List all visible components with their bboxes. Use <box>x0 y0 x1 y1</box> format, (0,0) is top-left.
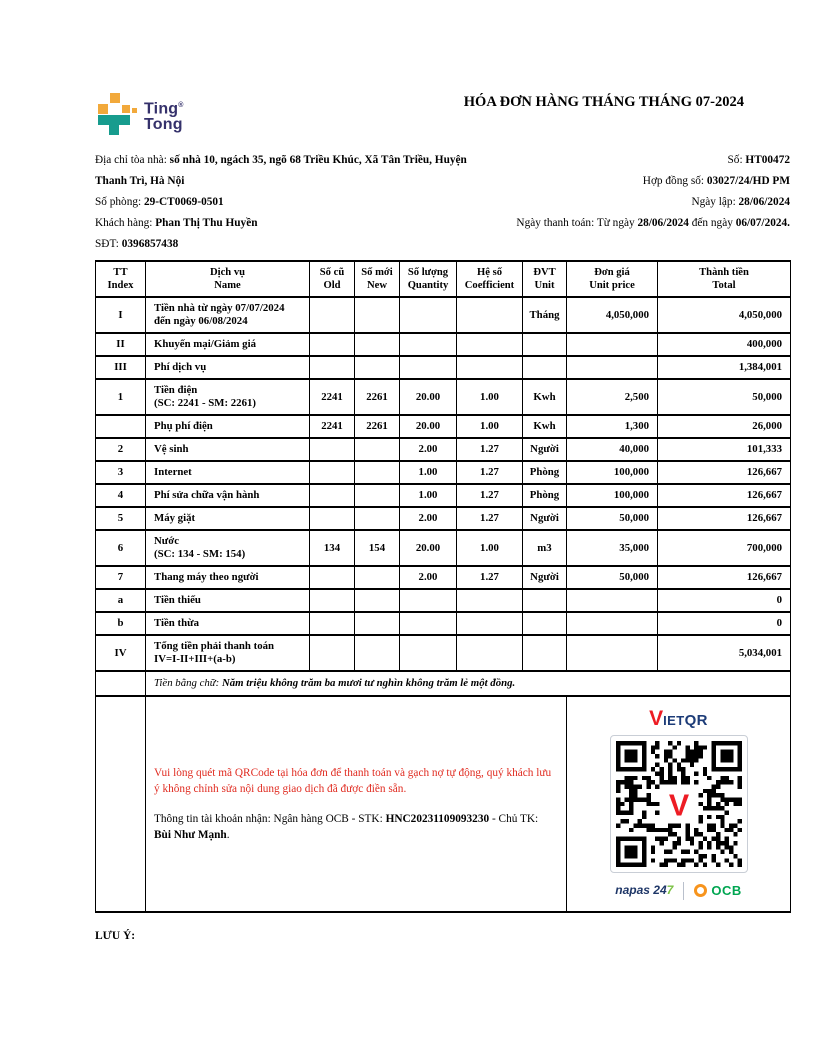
cell-name: Tiền nhà từ ngày 07/07/2024 đến ngày 06/08/2024 <box>146 297 310 333</box>
payment-period: Ngày thanh toán: Từ ngày 28/06/2024 đến ngày 06/07/2024. <box>516 217 790 229</box>
cell-unit: Kwh <box>523 379 567 415</box>
cell-old <box>310 589 355 612</box>
cell-unit: Người <box>523 566 567 589</box>
cell-unit: Tháng <box>523 297 567 333</box>
cell-qty <box>400 589 457 612</box>
cell-price: 100,000 <box>567 461 658 484</box>
invoice-title: HÓA ĐƠN HÀNG THÁNG THÁNG 07-2024 <box>463 94 744 110</box>
cell-old <box>310 356 355 379</box>
vietqr-logo: VIETQR <box>649 706 708 730</box>
cell-total: 101,333 <box>658 438 791 461</box>
cell-coef <box>457 333 523 356</box>
cell-new <box>355 333 400 356</box>
cell-old <box>310 333 355 356</box>
cell-coef <box>457 589 523 612</box>
table-row <box>96 589 791 612</box>
cell-coef: 1.00 <box>457 415 523 438</box>
empty-cell <box>96 696 146 912</box>
cell-qty <box>400 356 457 379</box>
cell-name: Tiền thừa <box>146 612 310 635</box>
cell-coef: 1.27 <box>457 484 523 507</box>
amount-in-words: Tiền bằng chữ: Năm triệu không trăm ba mươi tư nghìn không trăm lẻ một đồng. <box>146 671 791 696</box>
cell-new <box>355 635 400 671</box>
cell-coef: 1.27 <box>457 461 523 484</box>
cell-tt: 5 <box>96 507 146 530</box>
table-row <box>96 507 791 530</box>
cell-coef: 1.27 <box>457 566 523 589</box>
cell-new <box>355 612 400 635</box>
column-header-index: TT Index <box>96 261 146 297</box>
cell-unit: Người <box>523 438 567 461</box>
cell-old: 2241 <box>310 379 355 415</box>
cell-tt: 6 <box>96 530 146 566</box>
cell-tt: a <box>96 589 146 612</box>
table-row <box>96 333 791 356</box>
cell-unit <box>523 589 567 612</box>
tingtong-logo-text: Ting® Tong <box>144 100 184 133</box>
cell-price <box>567 589 658 612</box>
column-header-unit-price: Đơn giá Unit price <box>567 261 658 297</box>
cell-new <box>355 438 400 461</box>
cell-tt: b <box>96 612 146 635</box>
cell-old <box>310 484 355 507</box>
cell-price: 2,500 <box>567 379 658 415</box>
cell-price <box>567 356 658 379</box>
cell-name: Tổng tiền phải thanh toán IV=I-II+III+(a-b) <box>146 635 310 671</box>
table-row <box>96 415 791 438</box>
cell-qty: 2.00 <box>400 438 457 461</box>
cell-new <box>355 589 400 612</box>
table-row <box>96 438 791 461</box>
cell-old: 134 <box>310 530 355 566</box>
column-header-quantity: Số lượng Quantity <box>400 261 457 297</box>
table-row <box>96 297 791 333</box>
logo-divider <box>683 882 684 900</box>
cell-total: 126,667 <box>658 507 791 530</box>
column-header-total: Thành tiền Total <box>658 261 791 297</box>
cell-price: 50,000 <box>567 507 658 530</box>
table-row <box>96 484 791 507</box>
cell-total: 0 <box>658 612 791 635</box>
table-header-row <box>96 261 791 297</box>
table-row <box>96 356 791 379</box>
cell-tt <box>96 415 146 438</box>
cell-total: 26,000 <box>658 415 791 438</box>
cell-qty: 20.00 <box>400 530 457 566</box>
cell-unit <box>523 635 567 671</box>
qr-code <box>610 735 748 873</box>
cell-new <box>355 484 400 507</box>
cell-new <box>355 297 400 333</box>
cell-coef: 1.00 <box>457 379 523 415</box>
cell-price: 100,000 <box>567 484 658 507</box>
cell-price: 4,050,000 <box>567 297 658 333</box>
cell-unit <box>523 612 567 635</box>
cell-price <box>567 635 658 671</box>
cell-tt: 4 <box>96 484 146 507</box>
cell-new <box>355 566 400 589</box>
cell-old <box>310 635 355 671</box>
cell-tt: 1 <box>96 379 146 415</box>
cell-name: Tiền thiếu <box>146 589 310 612</box>
cell-total: 400,000 <box>658 333 791 356</box>
ocb-ring-icon <box>694 884 707 897</box>
building-address: Địa chỉ tòa nhà: số nhà 10, ngách 35, ngõ 68 Triều Khúc, Xã Tân Triều, Huyện Thanh Trì, Hà Nội <box>95 154 467 187</box>
cell-old <box>310 507 355 530</box>
contract-number: Hợp đồng số: 03027/24/HD PM <box>642 175 790 187</box>
cell-qty <box>400 635 457 671</box>
room-number: Số phòng: 29-CT0069-0501 <box>95 196 224 208</box>
cell-total: 126,667 <box>658 461 791 484</box>
footer-note: LƯU Ý: <box>95 930 136 942</box>
cell-coef: 1.27 <box>457 438 523 461</box>
cell-name: Phụ phí điện <box>146 415 310 438</box>
cell-qty: 2.00 <box>400 566 457 589</box>
cell-unit <box>523 333 567 356</box>
cell-coef <box>457 635 523 671</box>
cell-unit <box>523 356 567 379</box>
cell-price: 35,000 <box>567 530 658 566</box>
cell-total: 126,667 <box>658 484 791 507</box>
cell-name: Khuyến mại/Giảm giá <box>146 333 310 356</box>
cell-tt: II <box>96 333 146 356</box>
table-row <box>96 612 791 635</box>
cell-new <box>355 461 400 484</box>
table-row <box>96 566 791 589</box>
cell-total: 4,050,000 <box>658 297 791 333</box>
cell-new <box>355 507 400 530</box>
cell-name: Phí sửa chữa vận hành <box>146 484 310 507</box>
cell-price <box>567 333 658 356</box>
cell-unit: Người <box>523 507 567 530</box>
cell-tt: III <box>96 356 146 379</box>
cell-old <box>310 612 355 635</box>
cell-tt: 2 <box>96 438 146 461</box>
qr-instruction-text: Vui lòng quét mã QRCode tại hóa đơn để thanh toán và gạch nợ tự động, quý khách lưu ý không chỉnh sửa nội dung giao dịch đã được điền sẵn. <box>154 767 552 795</box>
table-row <box>96 530 791 566</box>
ocb-bank-logo: OCB <box>694 884 741 897</box>
column-header-name: Dịch vụ Name <box>146 261 310 297</box>
cell-price <box>567 612 658 635</box>
cell-unit: m3 <box>523 530 567 566</box>
cell-old <box>310 461 355 484</box>
column-header-old: Số cũ Old <box>310 261 355 297</box>
invoice-info <box>95 150 790 255</box>
cell-price: 40,000 <box>567 438 658 461</box>
cell-qty: 20.00 <box>400 379 457 415</box>
cell-tt: I <box>96 297 146 333</box>
cell-old <box>310 297 355 333</box>
svg-text:V: V <box>668 787 689 822</box>
invoice-number: Số: HT00472 <box>727 154 790 166</box>
amount-in-words-row <box>96 671 791 696</box>
cell-total: 1,384,001 <box>658 356 791 379</box>
cell-unit: Phòng <box>523 484 567 507</box>
cell-qty: 20.00 <box>400 415 457 438</box>
cell-coef: 1.27 <box>457 507 523 530</box>
cell-unit: Phòng <box>523 461 567 484</box>
cell-coef <box>457 356 523 379</box>
cell-name: Tiền điện (SC: 2241 - SM: 2261) <box>146 379 310 415</box>
cell-new: 2261 <box>355 415 400 438</box>
cell-unit: Kwh <box>523 415 567 438</box>
cell-new: 2261 <box>355 379 400 415</box>
issue-date: Ngày lập: 28/06/2024 <box>691 196 790 208</box>
column-header-coefficient: Hệ số Coefficient <box>457 261 523 297</box>
cell-total: 700,000 <box>658 530 791 566</box>
cell-name: Máy giặt <box>146 507 310 530</box>
table-row <box>96 379 791 415</box>
table-row <box>96 461 791 484</box>
column-header-unit: ĐVT Unit <box>523 261 567 297</box>
table-row <box>96 635 791 671</box>
cell-new: 154 <box>355 530 400 566</box>
cell-name: Vệ sinh <box>146 438 310 461</box>
bank-account-info: Thông tin tài khoản nhận: Ngân hàng OCB - STK: HNC20231109093230 - Chủ TK: Bùi Như Mạnh. <box>154 813 539 841</box>
tingtong-logo <box>95 93 184 137</box>
cell-coef: 1.00 <box>457 530 523 566</box>
vietqr-panel <box>567 696 791 912</box>
invoice-table <box>95 260 791 913</box>
cell-qty <box>400 612 457 635</box>
cell-name: Thang máy theo người <box>146 566 310 589</box>
cell-price: 50,000 <box>567 566 658 589</box>
cell-coef <box>457 612 523 635</box>
cell-name: Nước (SC: 134 - SM: 154) <box>146 530 310 566</box>
cell-qty: 1.00 <box>400 484 457 507</box>
cell-total: 126,667 <box>658 566 791 589</box>
payment-note <box>146 696 567 912</box>
cell-name: Phí dịch vụ <box>146 356 310 379</box>
cell-price: 1,300 <box>567 415 658 438</box>
tingtong-logo-icon <box>95 93 137 137</box>
cell-name: Internet <box>146 461 310 484</box>
phone-number: SĐT: 0396857438 <box>95 238 179 250</box>
cell-qty: 2.00 <box>400 507 457 530</box>
empty-cell <box>96 671 146 696</box>
cell-qty <box>400 333 457 356</box>
cell-coef <box>457 297 523 333</box>
cell-old <box>310 566 355 589</box>
cell-qty <box>400 297 457 333</box>
cell-total: 50,000 <box>658 379 791 415</box>
header <box>95 93 790 137</box>
cell-total: 0 <box>658 589 791 612</box>
cell-old <box>310 438 355 461</box>
cell-tt: 7 <box>96 566 146 589</box>
column-header-new: Số mới New <box>355 261 400 297</box>
customer-name: Khách hàng: Phan Thị Thu Huyền <box>95 217 258 229</box>
cell-old: 2241 <box>310 415 355 438</box>
cell-qty: 1.00 <box>400 461 457 484</box>
cell-new <box>355 356 400 379</box>
payment-note-row <box>96 696 791 912</box>
cell-total: 5,034,001 <box>658 635 791 671</box>
cell-tt: 3 <box>96 461 146 484</box>
cell-tt: IV <box>96 635 146 671</box>
napas-247-logo: napas 247 <box>615 883 674 897</box>
